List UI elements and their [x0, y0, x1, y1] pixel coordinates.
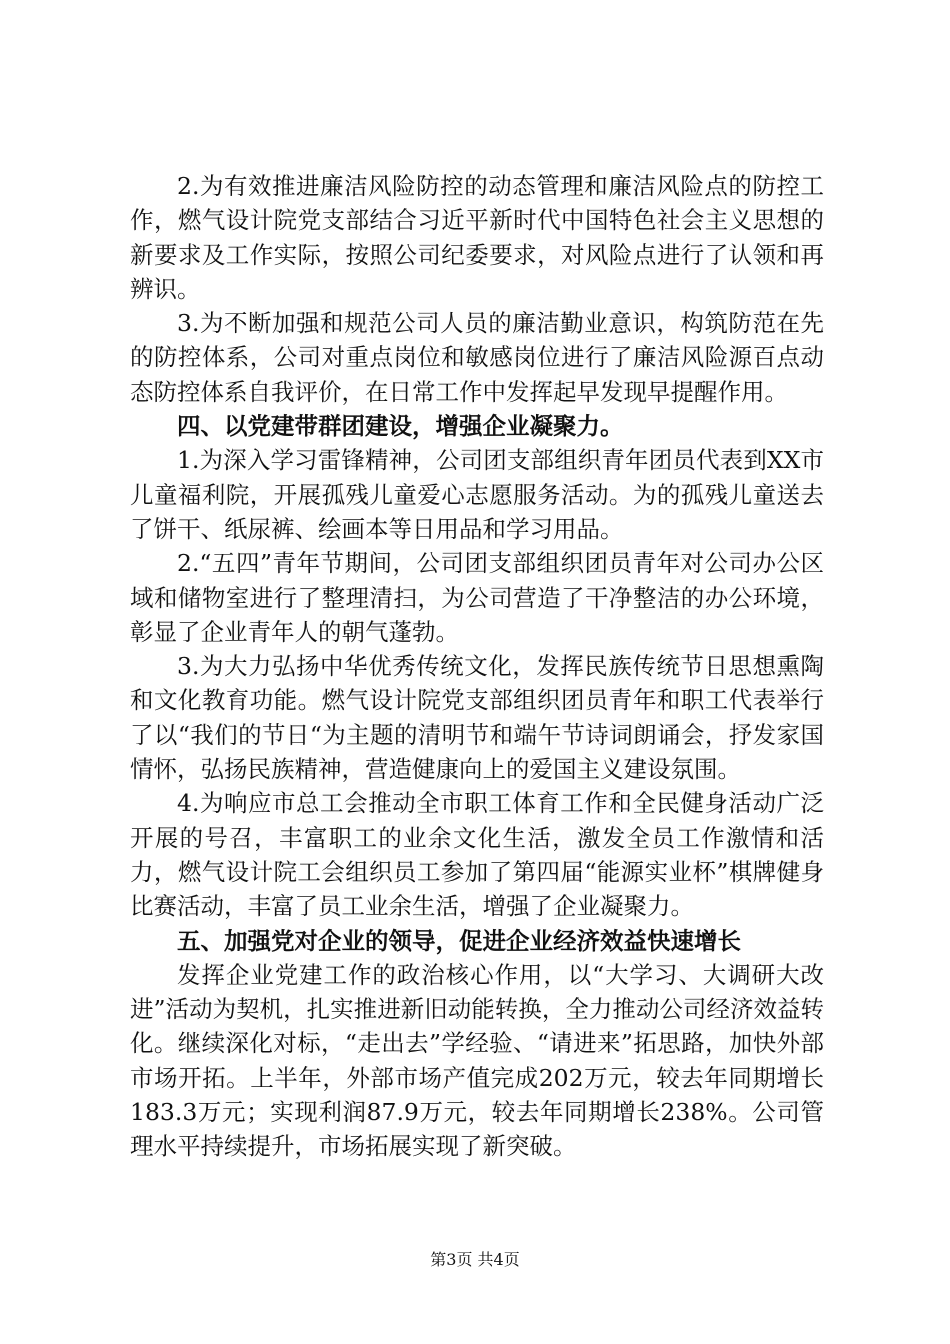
paragraph-traditional-culture: 3.为大力弘扬中华优秀传统文化，发挥民族传统节日思想熏陶和文化教育功能。燃气设计院党支部组织团员青年和职工代表举行了以“我们的节日“为主题的清明节和端午节诗词朗诵会，抒发家国情怀，弘扬民族精神，营造健康向上的爱国主义建设氛围。: [130, 652, 824, 784]
paragraph-fitness-activity: 4.为响应市总工会推动全市职工体育工作和全民健身活动广泛开展的号召，丰富职工的业余文化生活，激发全员工作激情和活力，燃气设计院工会组织员工参加了第四届“能源实业杯”棋牌健身比赛活动，丰富了员工业余生活，增强了企业凝聚力。: [130, 789, 824, 921]
section-heading-4: 四、以党建带群团建设，增强企业凝聚力。: [177, 412, 624, 441]
document-body: [130, 169, 824, 1164]
paragraph-youth-day: 2.“五四”青年节期间，公司团支部组织团员青年对公司办公区域和储物室进行了整理清扫，为公司营造了干净整洁的办公环境，彰显了企业青年人的朝气蓬勃。: [130, 549, 824, 646]
paragraph-lei-feng: 1.为深入学习雷锋精神，公司团支部组织青年团员代表到XX市儿童福利院，开展孤残儿童爱心志愿服务活动。为的孤残儿童送去了饼干、纸尿裤、绘画本等日用品和学习用品。: [130, 446, 824, 543]
paragraph-integrity-awareness: 3.为不断加强和规范公司人员的廉洁勤业意识，构筑防范在先的防控体系，公司对重点岗位和敏感岗位进行了廉洁风险源百点动态防控体系自我评价，在日常工作中发挥起早发现早提醒作用。: [130, 309, 824, 406]
section-heading-5: 五、加强党对企业的领导，促进企业经济效益快速增长: [177, 926, 741, 955]
paragraph-economic-benefit: 发挥企业党建工作的政治核心作用，以“大学习、大调研大改进”活动为契机，扎实推进新旧动能转换，全力推动公司经济效益转化。继续深化对标，“走出去”学经验、“请进来”拓思路，加快外部市场开拓。上半年，外部市场产值完成202万元，较去年同期增长183.3万元；实现利润87.9万元，较去年同期增长238%。公司管理水平持续提升，市场拓展实现了新突破。: [130, 960, 824, 1161]
paragraph-risk-control: 2.为有效推进廉洁风险防控的动态管理和廉洁风险点的防控工作，燃气设计院党支部结合习近平新时代中国特色社会主义思想的新要求及工作实际，按照公司纪委要求，对风险点进行了认领和再辨识。: [130, 172, 824, 303]
page-footer: 第3页 共4页: [430, 1250, 520, 1269]
